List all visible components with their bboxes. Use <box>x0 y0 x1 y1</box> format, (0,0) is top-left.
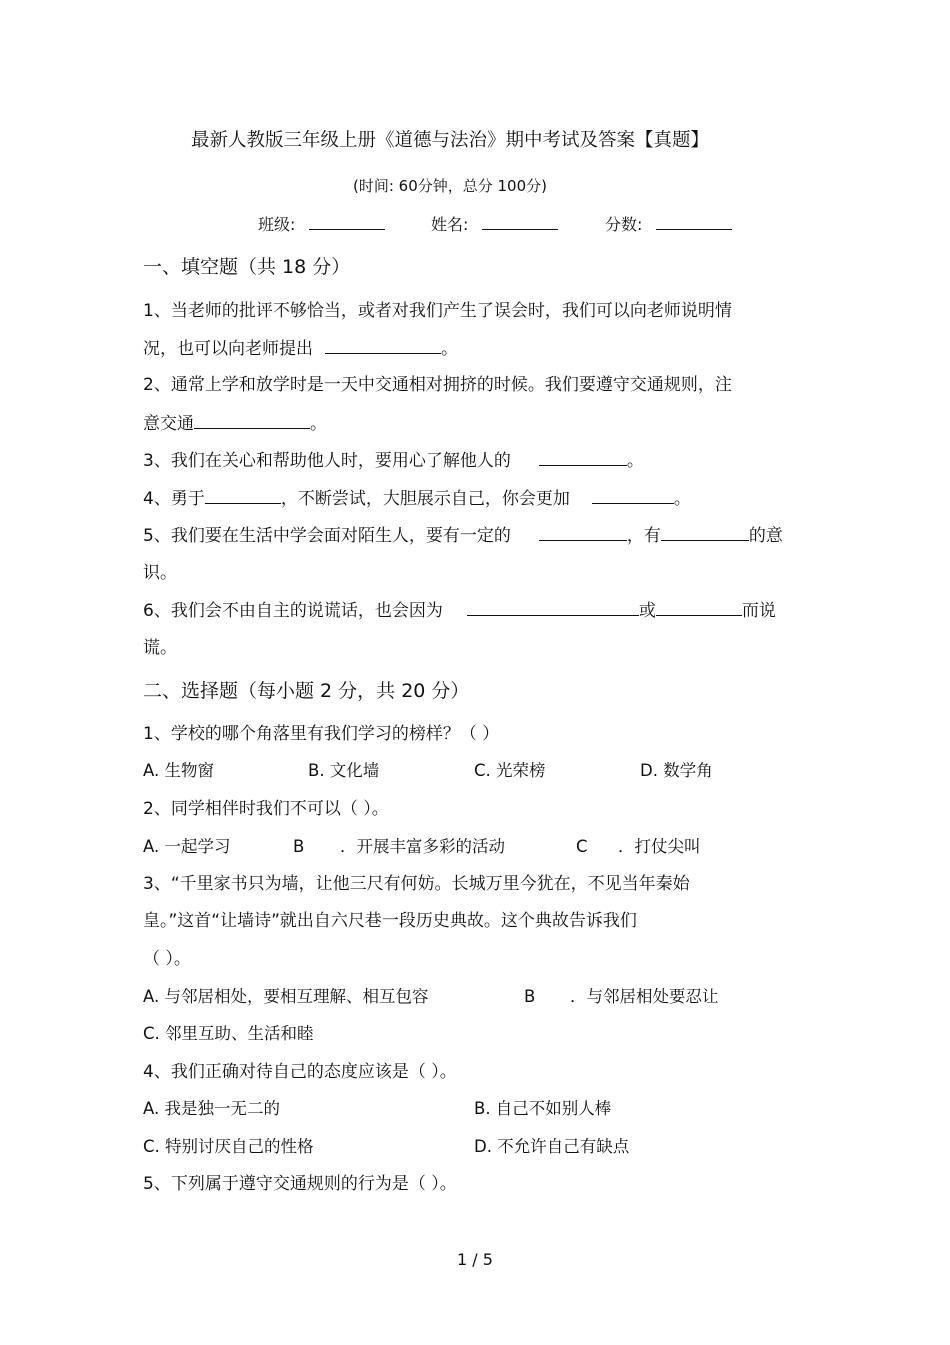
mc-q2: 2、同学相伴时我们不可以（ ）。 <box>143 799 389 819</box>
mc-q2-option-a[interactable]: A. 一起学习 <box>143 837 231 856</box>
q3-text: 3、我们在关心和帮助他人时，要用心了解他人的 <box>143 451 511 471</box>
q5-line2: 识。 <box>143 563 177 583</box>
q1-line2 <box>143 337 458 360</box>
mc-q3-option-b-letter[interactable]: B <box>524 987 536 1006</box>
q4-line <box>143 487 691 510</box>
name-label: 姓名: <box>431 215 469 234</box>
q1-text: 况，也可以向老师提出 <box>143 339 313 359</box>
mc-q4: 4、我们正确对待自己的态度应该是（ ）。 <box>143 1062 457 1082</box>
q6-line1 <box>143 599 776 622</box>
mc-q3-option-b-text[interactable]: ．与邻居相处要忍让 <box>570 987 719 1006</box>
q4-text-a: 4、勇于 <box>143 489 205 509</box>
q6-line2: 谎。 <box>143 638 177 658</box>
q4-blank-2[interactable] <box>592 487 674 504</box>
score-blank[interactable] <box>656 213 732 230</box>
q6-text-b: 或 <box>638 601 656 621</box>
exam-time-info: (时间: 60分钟，总分 100分) <box>352 177 547 195</box>
mc-q2-option-b-letter[interactable]: B <box>293 837 305 856</box>
name-field <box>431 213 558 236</box>
section-fill-in-heading: 一、填空题（共 18 分） <box>143 256 351 278</box>
mc-q4-option-a[interactable]: A. 我是独一无二的 <box>143 1099 280 1118</box>
q3-blank[interactable] <box>539 449 627 466</box>
document-title: 最新人教版三年级上册《道德与法治》期中考试及答案【真题】 <box>190 130 709 151</box>
q6-blank-2[interactable] <box>656 599 742 616</box>
q3-line <box>143 449 644 472</box>
q1-blank[interactable] <box>325 337 441 354</box>
mc-q1-option-a[interactable]: A. 生物窗 <box>143 761 214 780</box>
q4-blank-1[interactable] <box>205 487 281 504</box>
mc-q5: 5、下列属于遵守交通规则的行为是（ ）。 <box>143 1174 457 1194</box>
mc-q3-option-a[interactable]: A. 与邻居相处，要相互理解、相互包容 <box>143 987 429 1006</box>
score-label: 分数: <box>605 215 643 234</box>
mc-q1-option-b[interactable]: B. 文化墙 <box>308 761 380 780</box>
q5-text-b: ，有 <box>626 526 661 546</box>
q4-text-b: ，不断尝试，大胆展示自己，你会更加 <box>280 489 570 509</box>
q3-period: 。 <box>626 451 644 471</box>
mc-q2-option-c-letter[interactable]: C <box>576 837 588 856</box>
mc-q3-line3: （ ）。 <box>143 949 191 969</box>
q2-line2 <box>143 412 327 435</box>
q5-line1 <box>143 524 783 547</box>
q2-period: 。 <box>310 414 327 434</box>
q6-text-a: 6、我们会不由自主的说谎话，也会因为 <box>143 601 443 621</box>
mc-q3-line1: 3、“千里家书只为墙，让他三尺有何妨。长城万里今犹在，不见当年秦始 <box>143 874 690 894</box>
class-blank[interactable] <box>309 213 385 230</box>
q5-blank-1[interactable] <box>539 524 627 541</box>
score-field <box>605 213 732 236</box>
mc-q3-line2: 皇。”这首“让墙诗”就出自六尺巷一段历史典故。这个典故告诉我们 <box>143 911 637 931</box>
q2-text: 意交通 <box>143 414 194 434</box>
q6-text-c: 而说 <box>741 601 776 621</box>
q1-line1: 1、当老师的批评不够恰当，或者对我们产生了误会时，我们可以向老师说明情 <box>143 301 732 321</box>
mc-q1-option-d[interactable]: D. 数学角 <box>640 761 713 780</box>
q5-text-a: 5、我们要在生活中学会面对陌生人，要有一定的 <box>143 526 511 546</box>
q4-period: 。 <box>673 489 691 509</box>
mc-q1: 1、学校的哪个角落里有我们学习的榜样？（ ） <box>143 724 500 744</box>
q2-blank[interactable] <box>194 412 310 429</box>
mc-q1-option-c[interactable]: C. 光荣榜 <box>474 761 546 780</box>
q5-text-c: 的意 <box>748 526 783 546</box>
mc-q4-option-b[interactable]: B. 自己不如别人棒 <box>474 1099 612 1118</box>
page-number: 1 / 5 <box>457 1250 493 1269</box>
class-field <box>258 213 385 236</box>
mc-q4-option-c[interactable]: C. 特别讨厌自己的性格 <box>143 1137 314 1156</box>
q2-line1: 2、通常上学和放学时是一天中交通相对拥挤的时候。我们要遵守交通规则，注 <box>143 375 732 395</box>
name-blank[interactable] <box>482 213 558 230</box>
mc-q2-option-b-text[interactable]: ．开展丰富多彩的活动 <box>340 837 505 856</box>
section-choice-heading: 二、选择题（每小题 2 分，共 20 分） <box>143 680 470 702</box>
class-label: 班级: <box>258 215 296 234</box>
q5-blank-2[interactable] <box>661 524 749 541</box>
mc-q3-option-c[interactable]: C. 邻里互助、生活和睦 <box>143 1024 314 1043</box>
mc-q2-option-c-text[interactable]: ．打仗尖叫 <box>618 837 701 856</box>
q6-blank-1[interactable] <box>467 599 639 616</box>
mc-q4-option-d[interactable]: D. 不允许自己有缺点 <box>474 1137 630 1156</box>
q1-period: 。 <box>441 339 458 359</box>
